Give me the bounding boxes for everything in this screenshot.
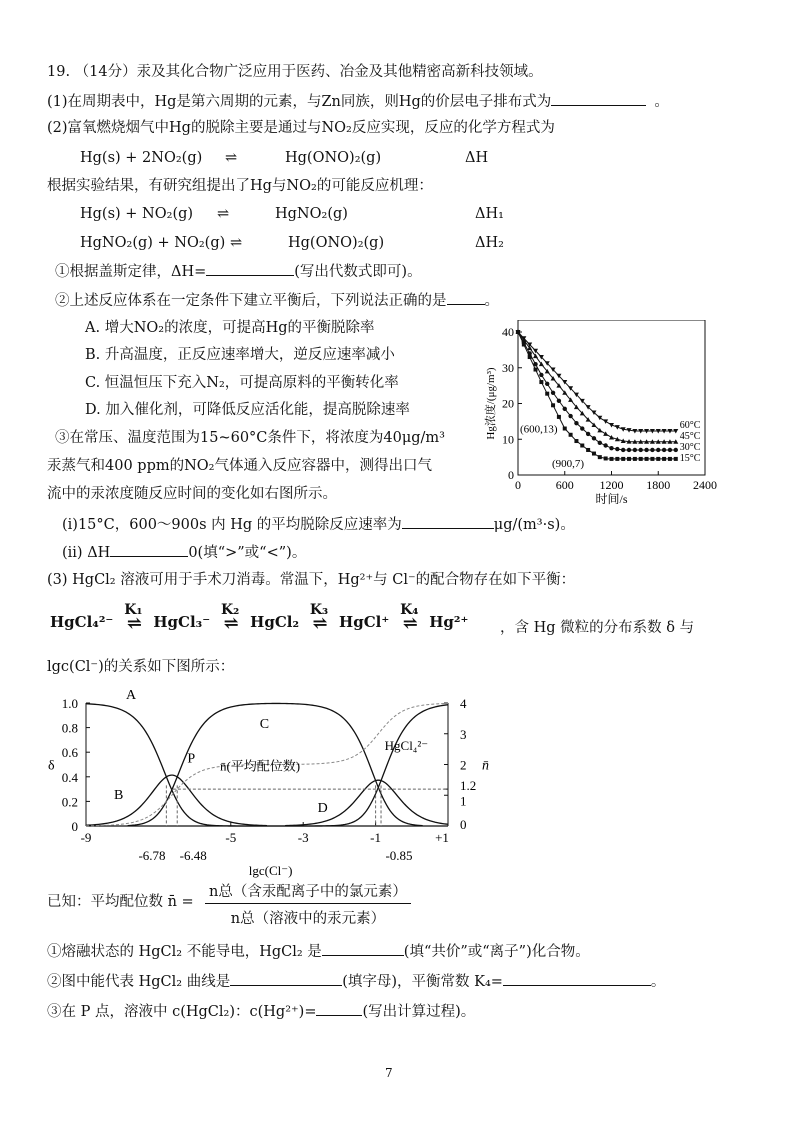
eq-dh: ΔH [465, 150, 489, 166]
data-point [528, 355, 532, 359]
equation-main [80, 148, 488, 168]
species-hg: Hg²⁺ [429, 613, 469, 631]
q2-line [55, 289, 499, 311]
y-tick-label: 40 [502, 325, 514, 339]
page-number: 7 [385, 1066, 393, 1080]
sub1-text: ①熔融状态的 HgCl₂ 不能导电，HgCl₂ 是 [47, 944, 322, 960]
answer-blank-choice[interactable] [447, 289, 485, 305]
curve-d [285, 780, 448, 825]
data-point [586, 432, 590, 436]
species-hgcl4: HgCl₄²⁻ [50, 613, 114, 631]
sub1-line [47, 940, 590, 962]
q1-text: ①根据盖斯定律，ΔH= [55, 264, 207, 280]
data-point [662, 448, 666, 452]
q3i-text: (i)15°C，600～900s 内 Hg 的平均脱除反应速率为 [62, 517, 402, 533]
q3ii-hint: 0(填“>”或“<”)。 [188, 545, 307, 561]
eq-lhs: Hg(s) + NO₂(g) [80, 206, 194, 222]
x-tick-label: -5 [225, 830, 237, 845]
legend-label: 30°C [679, 442, 701, 453]
data-point [551, 403, 555, 407]
data-point [545, 382, 549, 386]
option-a: A. 增大NO₂的浓度，可提高Hg的平衡脱除率 [85, 320, 375, 336]
data-point [586, 448, 590, 452]
x-tick-label: 1200 [599, 478, 624, 492]
part2-text: (2)富氧燃烧烟气中Hg的脱除主要是通过与NO₂反应实现，反应的化学方程式为 [47, 120, 555, 136]
data-point [627, 457, 631, 461]
data-point [633, 448, 637, 452]
part3-text: (3) HgCl₂ 溶液可用于手术刀消毒。常温下，Hg²⁺与 Cl⁻的配合物存在如下平衡： [47, 572, 576, 588]
equilibrium-arrow-k1 [113, 602, 153, 634]
arrow-icon: ⇌ [402, 613, 416, 634]
data-point [598, 455, 602, 459]
complex-equilibrium-chain [50, 602, 469, 634]
data-point [610, 457, 614, 461]
sub2-text: ②图中能代表 HgCl₂ 曲线是 [47, 974, 231, 990]
answer-blank-dh[interactable] [206, 260, 294, 276]
data-point [656, 457, 660, 461]
data-point [644, 448, 648, 452]
x-tick-label: -3 [297, 830, 309, 845]
y-tick-label: 1.0 [61, 696, 78, 711]
q3-line3: 流中的汞浓度随反应时间的变化如右图所示。 [47, 486, 337, 502]
curve-label-c: C [259, 717, 270, 732]
q2-text: ②上述反应体系在一定条件下建立平衡后，下列说法正确的是 [55, 293, 447, 309]
eq-arrow: ⇌ [225, 150, 238, 166]
curve-label-b: B [114, 788, 124, 803]
data-point [539, 380, 543, 384]
data-point [615, 447, 619, 451]
data-point [557, 415, 561, 419]
x-tick-label: +1 [435, 830, 449, 845]
answer-blank-ratio[interactable] [316, 1000, 362, 1016]
k4-label: K₄ [400, 602, 419, 618]
data-point [539, 373, 543, 377]
sub2-line [47, 970, 665, 992]
y-right-tick-label: 1 [460, 793, 467, 809]
data-point [522, 343, 526, 347]
data-point [609, 435, 614, 440]
known-label: 已知：平均配位数 [47, 894, 163, 910]
fraction-denominator: n总（溶液中的汞元素） [230, 911, 386, 927]
data-point [603, 431, 608, 436]
data-point [592, 452, 596, 456]
eq-rhs: Hg(ONO)₂(g) [285, 150, 382, 166]
part1-line [47, 90, 669, 112]
data-point [568, 414, 572, 418]
x-tick-label: 1800 [646, 478, 671, 492]
x-tick-label: 2400 [693, 478, 717, 492]
eq-rhs: Hg(ONO)₂(g) [288, 235, 385, 251]
equation-step1 [80, 204, 504, 224]
option-b: B. 升高温度，正反应速率增大，逆反应速率减小 [85, 347, 395, 363]
equilibrium-arrow-k2 [210, 602, 250, 634]
y-tick-label: 0.6 [61, 745, 78, 761]
data-point [603, 443, 607, 447]
q3i-line [62, 513, 575, 535]
species-hgcl: HgCl⁺ [339, 613, 390, 631]
fraction-numerator: n总（含汞配离子中的氯元素） [205, 880, 411, 904]
data-point [645, 457, 649, 461]
data-point [615, 457, 619, 461]
answer-blank-1[interactable] [551, 90, 646, 106]
data-point [592, 436, 596, 440]
eq-rhs: HgNO₂(g) [275, 206, 348, 222]
data-point [545, 392, 549, 396]
y-tick-label: 0.2 [61, 794, 78, 810]
y-right-tick-label: 1.2 [460, 778, 477, 794]
data-point [668, 457, 672, 461]
data-point [662, 457, 666, 461]
annotation-label: (900,7) [552, 458, 585, 471]
arrow-icon: ⇌ [312, 613, 326, 634]
data-point [580, 444, 584, 448]
nbar-fraction [205, 880, 411, 928]
data-point [650, 457, 654, 461]
eq-lhs: Hg(s) + 2NO₂(g) [80, 150, 203, 166]
y-right-axis-label: n̄ [482, 758, 489, 774]
y-right-tick-label: 4 [460, 696, 467, 711]
y-tick-label: 0 [508, 468, 514, 482]
eq-dh: ΔH₁ [475, 206, 504, 222]
species-hgcl2: HgCl₂ [250, 613, 300, 631]
legend-label: 15°C [679, 453, 701, 464]
arrow-icon: ⇌ [126, 613, 140, 634]
legend-label: 60°C [679, 420, 701, 431]
k3-label: K₃ [309, 602, 329, 618]
species-hgcl3: HgCl₃⁻ [153, 613, 211, 631]
data-point [621, 457, 625, 461]
curve-label-a: A [126, 688, 137, 703]
y-tick-label: 0 [71, 819, 78, 834]
nbar-symbol: n̄ = [167, 894, 194, 910]
eq-lhs: HgNO₂(g) + NO₂(g) [80, 235, 226, 251]
y-tick-label: 0.8 [61, 720, 78, 736]
eq-dh: ΔH₂ [475, 235, 504, 251]
data-point [621, 448, 625, 452]
x-tick-label: 600 [555, 478, 574, 492]
point-label-p: P [187, 751, 196, 767]
x-tick-label: 0 [515, 478, 521, 492]
q3ii-line [62, 541, 306, 563]
annotation-label: (600,13) [520, 423, 558, 436]
sub3-text: ③在 P 点，溶液中 c(HgCl₂)：c(Hg²⁺)= [47, 1004, 317, 1020]
data-point [639, 457, 643, 461]
y-tick-label: 30 [502, 360, 514, 375]
data-point [563, 427, 567, 431]
sub1-hint: (填“共价”或“离子”)化合物。 [403, 944, 590, 960]
y-right-tick-label: 3 [460, 726, 467, 742]
data-point [639, 448, 643, 452]
q3i-unit: μg/(m³·s)。 [493, 517, 575, 533]
known-prefix [47, 892, 194, 912]
answer-blank-k4[interactable] [503, 970, 651, 986]
part1-text: (1)在周期表中，Hg是第六周期的元素，与Zn同族，则Hg的价层电子排布式为 [47, 94, 552, 110]
sub2-hint: (填字母)，平衡常数 K₄= [342, 974, 503, 990]
y-tick-label: 0.4 [61, 769, 78, 785]
answer-blank-curve[interactable] [230, 970, 342, 986]
equilibrium-arrow-k3 [299, 602, 339, 634]
distribution-coefficient-chart [40, 680, 500, 878]
hg-concentration-chart [470, 320, 740, 510]
sub3-hint: (写出计算过程)。 [362, 1004, 476, 1020]
y-tick-label: 20 [502, 396, 514, 411]
q1-line [55, 260, 422, 282]
data-point [557, 399, 561, 403]
x-tick-label-extra: -6.78 [138, 848, 166, 863]
q3-line2: 汞蒸气和400 ppm的NO₂气体通入反应容器中，测得出口气 [47, 458, 432, 474]
data-point [516, 330, 520, 334]
answer-blank-sign[interactable] [110, 541, 188, 557]
data-point [534, 368, 538, 372]
answer-blank-rate[interactable] [402, 513, 494, 529]
q1-hint: (写出代数式即可)。 [294, 264, 422, 280]
data-point [674, 457, 678, 461]
period: 。 [484, 293, 499, 309]
data-point [668, 448, 672, 452]
data-point [603, 419, 608, 424]
curve-label-hgcl4: HgCl₄²⁻ [384, 738, 429, 754]
data-point [650, 448, 654, 452]
data-point [569, 433, 573, 437]
period: 。 [654, 94, 669, 110]
data-point [551, 391, 555, 395]
period: 。 [650, 974, 666, 990]
y-right-tick-label: 2 [460, 757, 467, 773]
legend-label: 45°C [679, 431, 701, 442]
data-point [563, 407, 567, 411]
y-tick-label: 10 [502, 432, 514, 447]
data-point [597, 416, 602, 421]
part3-figure-intro: lgc(Cl⁻)的关系如下图所示： [47, 659, 235, 675]
answer-blank-bond[interactable] [322, 940, 404, 956]
kline-tail: ，含 Hg 微粒的分布系数 δ 与 [500, 620, 695, 636]
curve-label-d: D [317, 801, 328, 816]
data-point [656, 448, 660, 452]
y-axis-label: Hg浓度/(μg/m³) [485, 367, 497, 440]
data-point [580, 426, 584, 430]
k2-label: K₂ [221, 602, 240, 618]
mechanism-intro: 根据实验结果，有研究组提出了Hg与NO₂的可能反应机理： [47, 178, 433, 194]
q3ii-text: (ii) ΔH [62, 545, 111, 561]
data-point [627, 448, 631, 452]
data-point [598, 441, 602, 445]
x-axis-label: lgc(Cl⁻) [248, 863, 293, 878]
sub3-line [47, 1000, 475, 1022]
q3-line1: ③在常压、温度范围为15~60°C条件下，将浓度为40μg/m³ [55, 430, 445, 446]
eq-arrow: ⇌ [230, 235, 243, 251]
data-point [609, 446, 613, 450]
equation-step2 [80, 233, 504, 253]
y-axis-label: δ [48, 758, 55, 774]
data-point [633, 457, 637, 461]
data-point [604, 456, 608, 460]
data-point [574, 439, 578, 443]
equilibrium-arrow-k4 [389, 602, 429, 634]
data-point [574, 421, 578, 425]
arrow-icon: ⇌ [223, 613, 237, 634]
x-tick-label: -9 [80, 830, 92, 845]
option-d: D. 加入催化剂，可降低反应活化能，提高脱除速率 [85, 402, 410, 418]
x-tick-label: -1 [370, 830, 382, 845]
nbar-label: n̄(平均配位数) [219, 758, 301, 774]
data-point [674, 448, 678, 452]
k1-label: K₁ [124, 602, 143, 618]
eq-arrow: ⇌ [217, 206, 230, 222]
x-axis-label: 时间/s [595, 492, 628, 506]
y-right-tick-label: 0 [460, 817, 467, 832]
option-c: C. 恒温恒压下充入N₂，可提高原料的平衡转化率 [85, 375, 399, 391]
x-tick-label-extra: -6.48 [179, 848, 207, 863]
question-title: 19. （14分）汞及其化合物广泛应用于医药、冶金及其他精密高新科技领域。 [47, 64, 543, 80]
x-tick-label-extra: -0.85 [385, 848, 413, 863]
